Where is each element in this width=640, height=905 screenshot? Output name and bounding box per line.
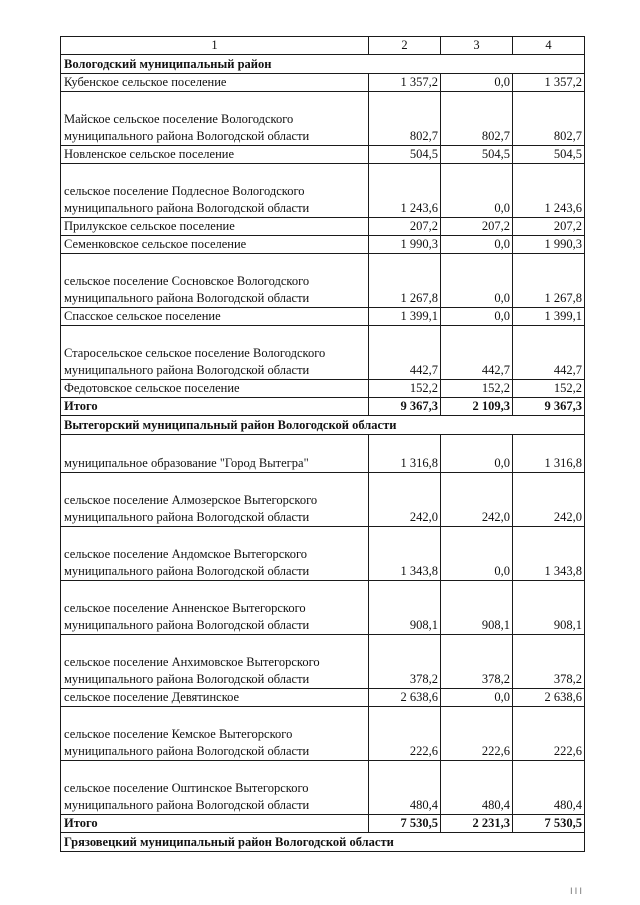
value-col-2: 222,6: [369, 707, 441, 761]
value-col-3: 802,7: [441, 92, 513, 146]
value-col-4: 1 357,2: [513, 74, 585, 92]
table-row: [61, 254, 585, 308]
value-col-3: 504,5: [441, 146, 513, 164]
value-col-3: 242,0: [441, 473, 513, 527]
value-col-3: 442,7: [441, 326, 513, 380]
value-col-4: 1 316,8: [513, 435, 585, 473]
settlement-name: сельское поселение Подлесное Вологодского муниципального района Вологодской области: [61, 164, 369, 218]
value-col-4: 2 638,6: [513, 689, 585, 707]
value-col-2: 378,2: [369, 635, 441, 689]
value-col-4: 1 243,6: [513, 164, 585, 218]
section-row: [61, 833, 585, 852]
value-col-3: 378,2: [441, 635, 513, 689]
value-col-4: 1 399,1: [513, 308, 585, 326]
total-label: Итого: [61, 815, 369, 833]
total-row: [61, 815, 585, 833]
value-col-2: 1 399,1: [369, 308, 441, 326]
section-row: [61, 416, 585, 435]
table-row: [61, 761, 585, 815]
table-row: [61, 380, 585, 398]
value-col-3: 152,2: [441, 380, 513, 398]
settlement-name: сельское поселение Алмозерское Вытегорского муниципального района Вологодской области: [61, 473, 369, 527]
value-col-4: 378,2: [513, 635, 585, 689]
settlement-name: сельское поселение Оштинское Вытегорского муниципального района Вологодской области: [61, 761, 369, 815]
table-row: [61, 92, 585, 146]
table-row: [61, 527, 585, 581]
table-row: [61, 146, 585, 164]
table-row: [61, 435, 585, 473]
value-col-4: 1 990,3: [513, 236, 585, 254]
total-col-3: 2 231,3: [441, 815, 513, 833]
settlement-name: сельское поселение Анненское Вытегорского муниципального района Вологодской области: [61, 581, 369, 635]
settlement-name: Новленское сельское поселение: [61, 146, 369, 164]
value-col-2: 908,1: [369, 581, 441, 635]
value-col-2: 1 316,8: [369, 435, 441, 473]
value-col-2: 1 243,6: [369, 164, 441, 218]
settlement-name: Кубенское сельское поселение: [61, 74, 369, 92]
column-header-1: 1: [61, 37, 369, 55]
settlement-name: Семенковское сельское поселение: [61, 236, 369, 254]
value-col-3: 0,0: [441, 236, 513, 254]
value-col-4: 242,0: [513, 473, 585, 527]
total-row: [61, 398, 585, 416]
total-col-2: 7 530,5: [369, 815, 441, 833]
value-col-4: 1 267,8: [513, 254, 585, 308]
value-col-4: 152,2: [513, 380, 585, 398]
value-col-3: 0,0: [441, 254, 513, 308]
budget-table: [60, 36, 585, 852]
section-title: Вологодский муниципальный район: [61, 55, 585, 74]
settlement-name: сельское поселение Андомское Вытегорского муниципального района Вологодской области: [61, 527, 369, 581]
column-header-2: 2: [369, 37, 441, 55]
value-col-2: 480,4: [369, 761, 441, 815]
settlement-name: Прилукское сельское поселение: [61, 218, 369, 236]
column-header-4: 4: [513, 37, 585, 55]
value-col-2: 152,2: [369, 380, 441, 398]
table-row: [61, 635, 585, 689]
table-row: [61, 164, 585, 218]
value-col-3: 0,0: [441, 527, 513, 581]
value-col-3: 207,2: [441, 218, 513, 236]
settlement-name: сельское поселение Анхимовское Вытегорского муниципального района Вологодской области: [61, 635, 369, 689]
table-header-row: [61, 37, 585, 55]
table-row: [61, 326, 585, 380]
value-col-2: 504,5: [369, 146, 441, 164]
value-col-2: 442,7: [369, 326, 441, 380]
table-row: [61, 707, 585, 761]
value-col-3: 908,1: [441, 581, 513, 635]
settlement-name: сельское поселение Кемское Вытегорского муниципального района Вологодской области: [61, 707, 369, 761]
value-col-2: 1 990,3: [369, 236, 441, 254]
value-col-4: 207,2: [513, 218, 585, 236]
value-col-4: 442,7: [513, 326, 585, 380]
settlement-name: Майское сельское поселение Вологодского муниципального района Вологодской области: [61, 92, 369, 146]
value-col-3: 0,0: [441, 74, 513, 92]
table-row: [61, 308, 585, 326]
value-col-2: 802,7: [369, 92, 441, 146]
value-col-2: 2 638,6: [369, 689, 441, 707]
column-header-3: 3: [441, 37, 513, 55]
total-col-3: 2 109,3: [441, 398, 513, 416]
value-col-3: 0,0: [441, 689, 513, 707]
table-row: [61, 473, 585, 527]
value-col-2: 1 357,2: [369, 74, 441, 92]
value-col-3: 222,6: [441, 707, 513, 761]
value-col-4: 504,5: [513, 146, 585, 164]
total-col-4: 9 367,3: [513, 398, 585, 416]
value-col-3: 0,0: [441, 164, 513, 218]
value-col-2: 1 343,8: [369, 527, 441, 581]
value-col-3: 0,0: [441, 435, 513, 473]
total-col-4: 7 530,5: [513, 815, 585, 833]
settlement-name: Федотовское сельское поселение: [61, 380, 369, 398]
value-col-4: 1 343,8: [513, 527, 585, 581]
value-col-4: 222,6: [513, 707, 585, 761]
table-row: [61, 689, 585, 707]
table-row: [61, 74, 585, 92]
section-row: [61, 55, 585, 74]
settlement-name: сельское поселение Девятинское: [61, 689, 369, 707]
settlement-name: Старосельское сельское поселение Вологодского муниципального района Вологодской области: [61, 326, 369, 380]
value-col-3: 0,0: [441, 308, 513, 326]
settlement-name: муниципальное образование "Город Вытегра": [61, 435, 369, 473]
value-col-3: 480,4: [441, 761, 513, 815]
section-title: Вытегорский муниципальный район Вологодской области: [61, 416, 585, 435]
value-col-2: 207,2: [369, 218, 441, 236]
settlement-name: Спасское сельское поселение: [61, 308, 369, 326]
table-row: [61, 236, 585, 254]
section-title: Грязовецкий муниципальный район Вологодской области: [61, 833, 585, 852]
value-col-4: 908,1: [513, 581, 585, 635]
value-col-2: 242,0: [369, 473, 441, 527]
total-col-2: 9 367,3: [369, 398, 441, 416]
value-col-4: 480,4: [513, 761, 585, 815]
page-number-mark: III: [570, 887, 584, 897]
total-label: Итого: [61, 398, 369, 416]
value-col-4: 802,7: [513, 92, 585, 146]
table-row: [61, 581, 585, 635]
value-col-2: 1 267,8: [369, 254, 441, 308]
settlement-name: сельское поселение Сосновское Вологодского муниципального района Вологодской области: [61, 254, 369, 308]
table-row: [61, 218, 585, 236]
